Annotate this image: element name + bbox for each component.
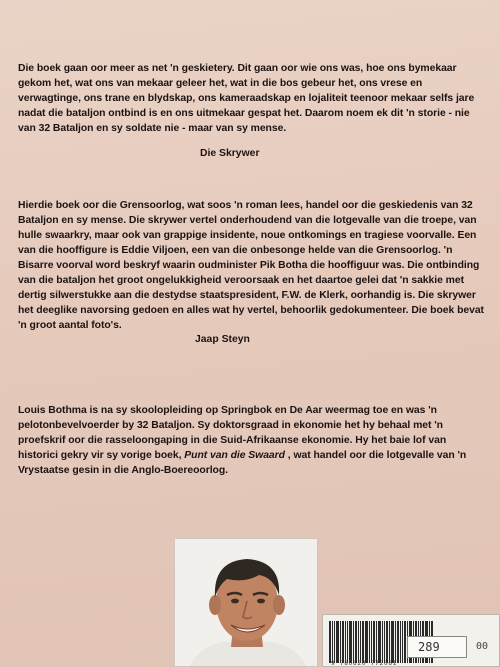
author-bio	[18, 403, 484, 478]
blurb-intro: Die boek gaan oor meer as net 'n geskietery. Dit gaan oor wie ons was, hoe ons bymekaar gekom het, wat ons van mekaar geleer het, wat in die bos gebeur het, ons vrese en verwagtinge, ons trane en blydskap, ons kameraadskap en lojaliteit teenoor mekaar selfs jare nadat die bataljon ontbind is en ons uitmekaar gespat het. Daarom noem ek dit 'n storie - nie van 32 Bataljon en sy soldate nie - maar van sy mense.	[18, 63, 475, 134]
price-label: 289	[418, 640, 440, 654]
price-label-cents: 00	[476, 641, 489, 652]
signature-reviewer: Jaap Steyn	[195, 334, 250, 345]
author-bio-text-1: Louis Bothma is na sy skoolopleiding op Springbok en De Aar weermag toe en was 'n pelotonbevelvoerder by 32 Bataljon. Sy doktorsgraad in ekonomie het hy behaal met 'n proefskrif oor die rasseloongaping in die Suid-Afrikaanse ekonomie. Hy het baie lof van historici gekry vir sy vorige boek,	[18, 405, 447, 461]
barcode-number: 9 780620 772061	[331, 660, 398, 667]
author-photo	[174, 538, 318, 667]
author-bio-text-2: , wat handel oor die lotgevalle van 'n Vrystaatse gesin in die Anglo-Boereoorlog.	[18, 450, 467, 476]
previous-book-title: Punt van die Swaard	[184, 450, 285, 461]
author-portrait-image	[175, 539, 318, 667]
review-text: Hierdie boek oor die Grensoorlog, wat soos 'n roman lees, handel oor die geskiedenis van 32 Bataljon en sy mense. Die skrywer vertel onderhoudend van die lotgevalle van die troepe, van hulle swaarkry, maar ook van grappige insidente, noue ontkomings en tragiese voorvalle. Een van die hooffigure is Eddie Viljoen, een van die onbesonge helde van die Grensoorlog. 'n Bisarre voorval word beskryf waarin oudminister Pik Botha die hooffiguur was. Die ontbinding van die bataljon het groot ongelukkigheid veroorsaak en het daartoe gelei dat 'n sakkie met dertig silwerstukke aan die destydse staatspresident, F.W. de Klerk, oorhandig is. Die skrywer het deeglike navorsing gedoen en alles wat hy vertel, behoorlik gedokumenteer. Die boek bevat 'n groot aantal foto's.	[18, 200, 484, 331]
signature-author: Die Skrywer	[200, 148, 260, 159]
